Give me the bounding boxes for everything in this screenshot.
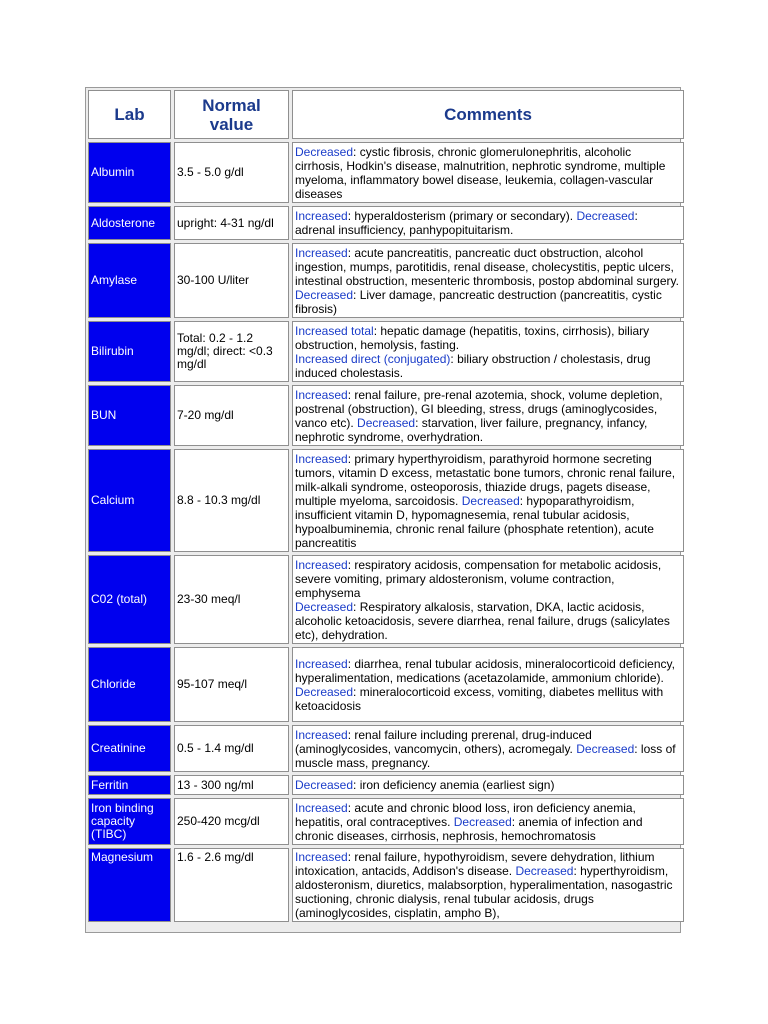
table-row (88, 848, 684, 922)
comments-cell (292, 848, 684, 922)
comment-keyword: Increased (295, 727, 348, 742)
lab-name-cell: BUN (88, 385, 171, 446)
comment-keyword: Decreased (357, 415, 416, 430)
comment-text: : diarrhea, renal tubular acidosis, mineralocorticoid deficiency, hyperalimentation, medications (acetazolamide, ammonium chloride). (295, 656, 675, 685)
comments-cell (292, 798, 684, 845)
comment-keyword: Decreased (453, 814, 512, 829)
normal-value-cell: Total: 0.2 - 1.2 mg/dl; direct: <0.3 mg/dl (174, 321, 289, 382)
comment-text: : cystic fibrosis, chronic glomerulonephritis, alcoholic cirrhosis, Hodkin's disease, malnutrition, nephrotic syndrome, multiple myeloma, inflammatory bowel disease, leukemia, collagen-vascular diseases (295, 144, 666, 201)
table-row (88, 775, 684, 795)
comment-text: : iron deficiency anemia (earliest sign) (353, 778, 555, 792)
comment-text: : renal failure, pre-renal azotemia, shock, volume depletion, postrenal (obstruction), GI bleeding, stress, drugs (aminoglycosides, vanco etc). (295, 387, 663, 430)
table-row (88, 206, 684, 240)
lab-name-cell: Chloride (88, 647, 171, 722)
comment-keyword: Decreased (576, 741, 635, 756)
comment-text: : acute and chronic blood loss, iron deficiency anemia, hepatitis, oral contraceptives. (295, 800, 636, 829)
comment-keyword: Increased (295, 656, 348, 671)
lab-name-cell: Bilirubin (88, 321, 171, 382)
comment-text: : primary hyperthyroidism, parathyroid hormone secreting tumors, vitamin D excess, metastatic bone tumors, chronic renal failure, milk-alkali syndrome, osteoporosis, thiazide drugs, pagets disease, multiple myeloma, sarcoidosis. (295, 451, 676, 508)
table-row (88, 555, 684, 644)
comments-cell (292, 385, 684, 446)
comments-cell (292, 555, 684, 644)
comment-text: : renal failure including prerenal, drug-induced (aminoglycosides, vancomycin, others), acromegaly. (295, 727, 592, 756)
comment-text: : Liver damage, pancreatic destruction (pancreatitis, cystic fibrosis) (295, 287, 662, 316)
comment-text: : hyperthyroidism, aldosteronism, diuretics, malabsorption, hyperalimentation, nasogastric suctioning, chronic dialysis, renal tubular acidosis, drugs (aminoglycosides, cisplatin, ampho B), (295, 864, 673, 920)
comment-keyword: Increased (295, 209, 348, 223)
normal-value-cell: 3.5 - 5.0 g/dl (174, 142, 289, 203)
comments-cell (292, 243, 684, 318)
table-row (88, 243, 684, 318)
normal-value-cell: 1.6 - 2.6 mg/dl (174, 848, 289, 922)
comment-keyword: Increased total (295, 323, 374, 338)
comments-cell (292, 775, 684, 795)
table-row (88, 725, 684, 772)
table-row (88, 142, 684, 203)
header-normal-value: Normal value (174, 90, 289, 139)
comment-keyword: Decreased (295, 684, 354, 699)
comment-keyword: Decreased (461, 493, 520, 508)
comment-keyword: Increased (295, 451, 348, 466)
normal-value-cell: 250-420 mcg/dl (174, 798, 289, 845)
table-row (88, 321, 684, 382)
comment-text: : acute pancreatitis, pancreatic duct obstruction, alcohol ingestion, mumps, parotitidis, renal disease, cholecystitis, peptic ulcers, intestinal obstruction, mesenteric thrombosis, postop abdominal surgery. (295, 245, 679, 288)
comments-cell (292, 647, 684, 722)
comment-text: : Respiratory alkalosis, starvation, DKA, lactic acidosis, alcoholic ketoacidosis, severe diarrhea, renal failure, drugs (salicylates etc), dehydration. (295, 599, 670, 642)
comment-text: : hepatic damage (hepatitis, toxins, cirrhosis), biliary obstruction, hemolysis, fasting. (295, 323, 650, 352)
lab-name-cell: Creatinine (88, 725, 171, 772)
table-row (88, 798, 684, 845)
comment-keyword: Increased (295, 800, 348, 815)
lab-name-cell: Iron binding capacity (TIBC) (88, 798, 171, 845)
table-row (88, 385, 684, 446)
comment-text: : renal failure, hypothyroidism, severe dehydration, lithium intoxication, antacids, Addison's disease. (295, 850, 655, 878)
lab-name-cell: Aldosterone (88, 206, 171, 240)
comment-keyword: Increased (295, 387, 348, 402)
normal-value-cell: 30-100 U/liter (174, 243, 289, 318)
normal-value-cell: 7-20 mg/dl (174, 385, 289, 446)
comments-cell (292, 449, 684, 552)
comment-keyword: Decreased (295, 778, 354, 792)
table-row (88, 647, 684, 722)
comments-cell (292, 206, 684, 240)
comment-text: : anemia of infection and chronic diseases, cirrhosis, nephrosis, hemochromatosis (295, 814, 643, 843)
normal-value-cell: upright: 4-31 ng/dl (174, 206, 289, 240)
comment-keyword: Decreased (295, 144, 354, 159)
lab-name-cell: Magnesium (88, 848, 171, 922)
comment-text: : respiratory acidosis, compensation for metabolic acidosis, severe vomiting, primary aldosteronism, volume contraction, emphysema (295, 557, 662, 600)
normal-value-cell: 95-107 meq/l (174, 647, 289, 722)
comment-keyword: Decreased (295, 287, 354, 302)
comment-keyword: Increased (295, 850, 348, 864)
comment-keyword: Increased direct (conjugated) (295, 351, 451, 366)
comments-cell (292, 142, 684, 203)
header-comments: Comments (292, 90, 684, 139)
lab-name-cell: Amylase (88, 243, 171, 318)
comment-keyword: Decreased (515, 864, 574, 878)
comment-text: : starvation, liver failure, pregnancy, infancy, nephrotic syndrome, overhydration. (295, 415, 648, 444)
normal-value-cell: 13 - 300 ng/ml (174, 775, 289, 795)
header-row (88, 90, 684, 139)
comment-keyword: Increased (295, 245, 348, 260)
comment-text: : biliary obstruction / cholestasis, drug induced cholestasis. (295, 351, 651, 380)
comment-keyword: Decreased (576, 209, 635, 223)
comments-cell (292, 725, 684, 772)
comment-text: : hyperaldosterism (primary or secondary). (347, 209, 577, 223)
lab-name-cell: C02 (total) (88, 555, 171, 644)
comment-text: : loss of muscle mass, pregnancy. (295, 741, 676, 770)
normal-value-cell: 23-30 meq/l (174, 555, 289, 644)
comment-keyword: Decreased (295, 599, 354, 614)
lab-name-cell: Ferritin (88, 775, 171, 795)
comment-text: : hypoparathyroidism, insufficient vitamin D, hypomagnesemia, renal tubular acidosis, hypoalbuminemia, chronic renal failure (phosphate retention), acute pancreatitis (295, 493, 654, 550)
comments-cell (292, 321, 684, 382)
lab-values-table (85, 87, 687, 925)
normal-value-cell: 0.5 - 1.4 mg/dl (174, 725, 289, 772)
comment-text: : adrenal insufficiency, panhypopituitarism. (295, 209, 638, 237)
normal-value-cell: 8.8 - 10.3 mg/dl (174, 449, 289, 552)
header-lab: Lab (88, 90, 171, 139)
table-row (88, 449, 684, 552)
lab-name-cell: Albumin (88, 142, 171, 203)
lab-name-cell: Calcium (88, 449, 171, 552)
comment-text: : mineralocorticoid excess, vomiting, diabetes mellitus with ketoacidosis (295, 684, 664, 713)
comment-keyword: Increased (295, 557, 348, 572)
